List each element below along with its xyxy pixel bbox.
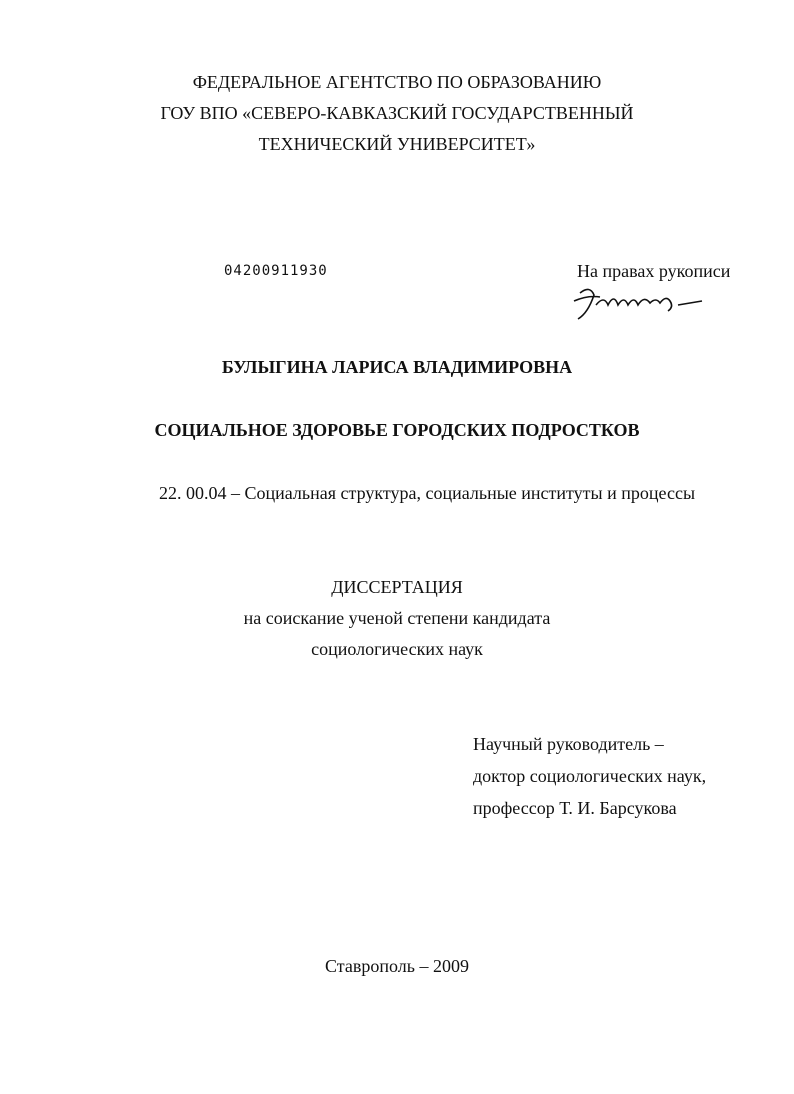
supervisor-degree: доктор социологических наук, [473, 766, 707, 786]
dissertation-title: СОЦИАЛЬНОЕ ЗДОРОВЬЕ ГОРОДСКИХ ПОДРОСТКОВ [154, 420, 640, 440]
catalog-number: 04200911930 [224, 263, 328, 279]
author-name: БУЛЫГИНА ЛАРИСА ВЛАДИМИРОВНА [221, 357, 573, 377]
specialty: 22. 00.04 – Социальная структура, социальные институты и процессы [159, 483, 696, 503]
document-type: ДИССЕРТАЦИЯ [331, 577, 463, 597]
supervisor-name: профессор Т. И. Барсукова [473, 798, 677, 818]
signature [570, 283, 710, 323]
university-line-2: ТЕХНИЧЕСКИЙ УНИВЕРСИТЕТ» [258, 134, 536, 154]
supervisor-label: Научный руководитель – [473, 734, 664, 754]
place-year: Ставрополь – 2009 [325, 956, 469, 976]
manuscript-rights: На правах рукописи [577, 261, 731, 281]
degree-field: социологических наук [311, 639, 483, 659]
degree-line: на соискание ученой степени кандидата [243, 608, 551, 628]
university-line: ГОУ ВПО «СЕВЕРО-КАВКАЗСКИЙ ГОСУДАРСТВЕННЫЙ [160, 103, 634, 123]
agency-line: ФЕДЕРАЛЬНОЕ АГЕНТСТВО ПО ОБРАЗОВАНИЮ [192, 72, 602, 92]
